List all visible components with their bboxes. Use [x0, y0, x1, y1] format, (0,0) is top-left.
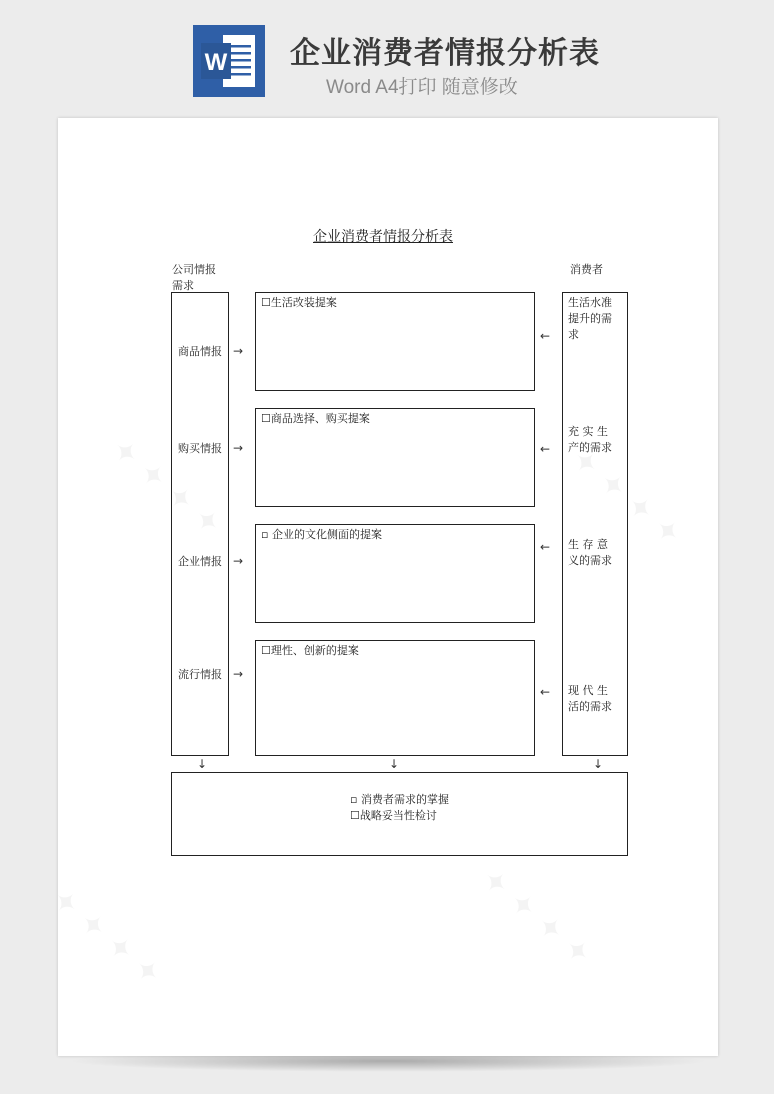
- arrow-down: ↓: [593, 757, 604, 771]
- summary-line-2: ☐战略妥当性检讨: [350, 809, 437, 822]
- summary-line-1: ▫ 消费者需求的掌握: [350, 793, 449, 806]
- left-item-product: 商品情报: [178, 345, 222, 358]
- arrow-down: ↓: [389, 757, 400, 771]
- arrow-left: ←: [540, 685, 551, 699]
- proposal-box: [255, 524, 535, 623]
- proposal-box: [255, 408, 535, 507]
- right-item-production: 充 实 生 产的需求: [568, 425, 612, 454]
- header-subtitle: Word A4打印 随意修改: [326, 77, 518, 98]
- arrow-right: →: [233, 344, 244, 358]
- left-column-header: 公司情报需求: [172, 263, 216, 292]
- arrow-right: →: [233, 667, 244, 681]
- proposal-text: ☐理性、创新的提案: [261, 644, 359, 657]
- proposal-text: ☐商品选择、购买提案: [261, 412, 370, 425]
- proposal-box: [255, 292, 535, 391]
- arrow-left: ←: [540, 442, 551, 456]
- arrow-down: ↓: [197, 757, 208, 771]
- right-item-living-standard: 生活水准提升的需求: [568, 296, 612, 341]
- word-icon-letter: W: [204, 49, 228, 76]
- company-info-column: [171, 292, 229, 756]
- proposal-text: ▫ 企业的文化侧面的提案: [261, 528, 382, 541]
- header-title: 企业消费者情报分析表: [290, 36, 600, 71]
- proposal-text: ☐生活改装提案: [261, 296, 337, 309]
- left-item-company: 企业情报: [178, 555, 222, 568]
- arrow-right: →: [233, 554, 244, 568]
- word-file-icon: [193, 25, 265, 97]
- arrow-left: ←: [540, 329, 551, 343]
- right-item-meaning: 生 存 意 义的需求: [568, 538, 612, 567]
- arrow-right: →: [233, 441, 244, 455]
- right-item-modern-life: 现 代 生 活的需求: [568, 684, 612, 713]
- arrow-left: ←: [540, 540, 551, 554]
- left-item-trend: 流行情报: [178, 668, 222, 681]
- left-item-purchase: 购买情报: [178, 442, 222, 455]
- right-column-header: 消费者: [570, 263, 603, 276]
- proposal-box: [255, 640, 535, 756]
- document-title: 企业消费者情报分析表: [313, 229, 453, 245]
